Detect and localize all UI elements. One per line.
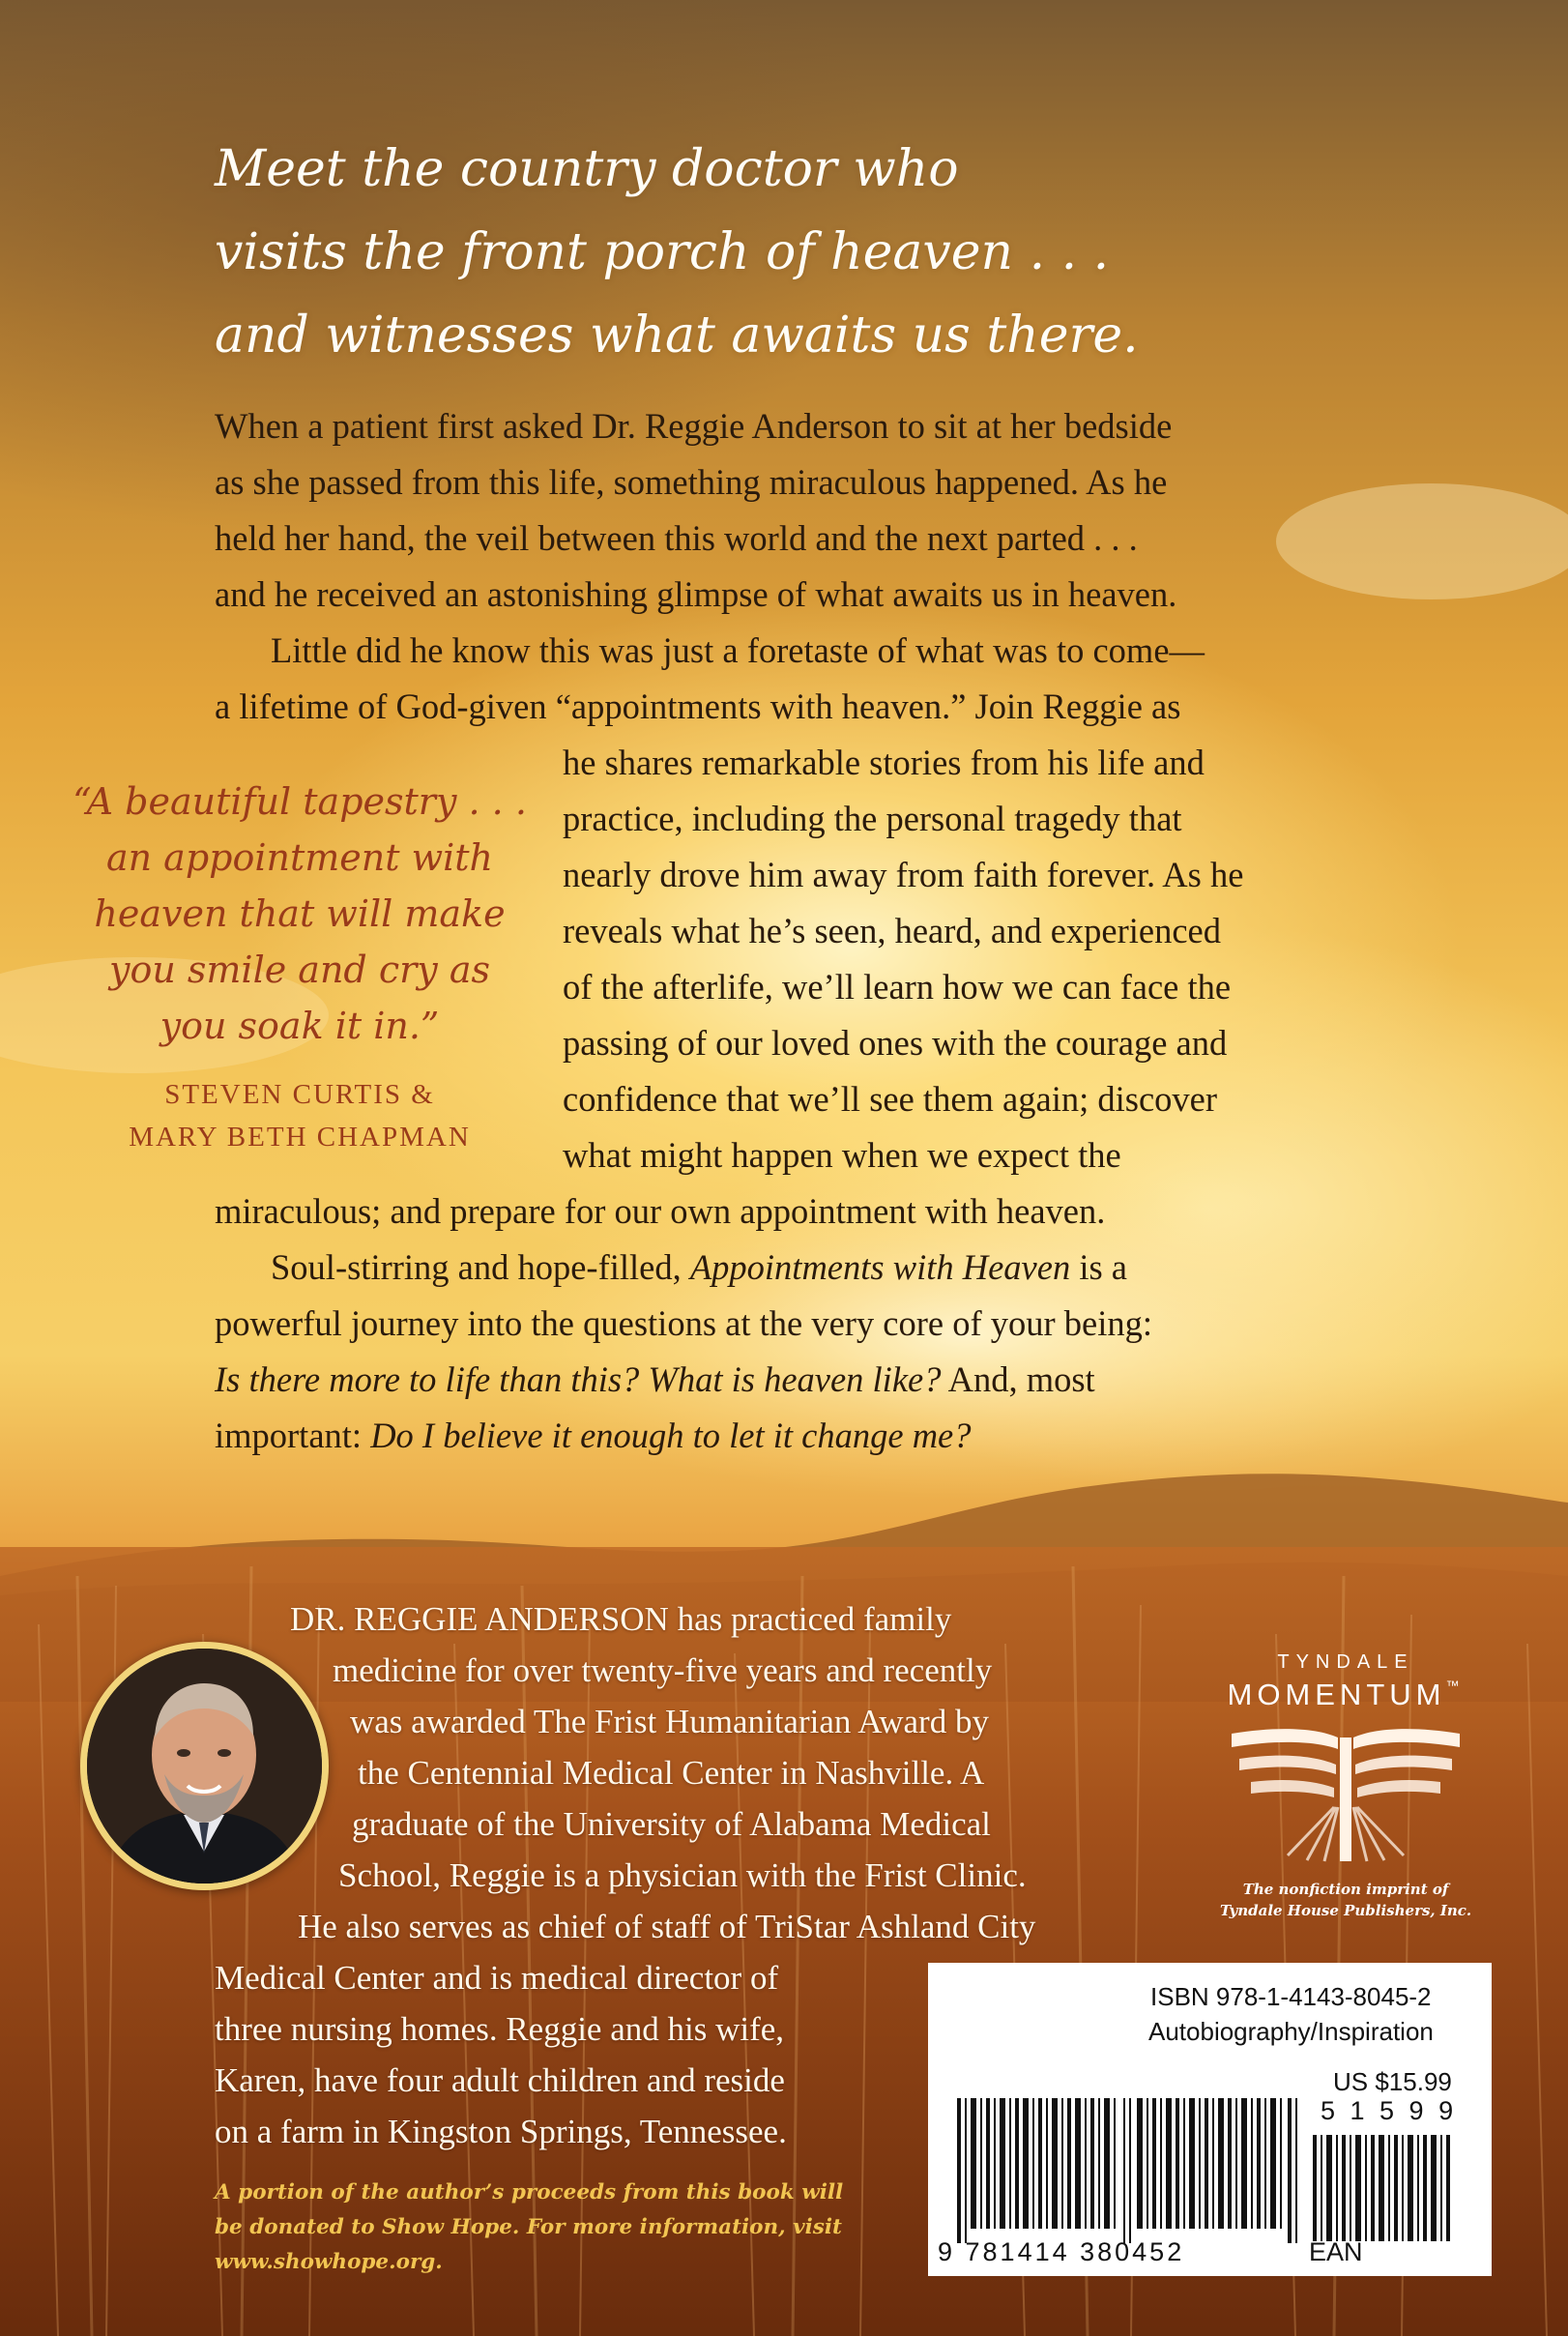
description-paragraph-3 <box>215 1183 1365 1464</box>
headline <box>215 128 1326 377</box>
attribution-line: MARY BETH CHAPMAN <box>129 1122 471 1153</box>
publisher-emblem-icon <box>1220 1720 1471 1865</box>
text-line: of the afterlife, we’ll learn how we can face the <box>563 967 1232 1007</box>
text-line: nearly drove him away from faith forever. As he <box>563 855 1244 894</box>
text-segment: And, most <box>941 1359 1095 1399</box>
quote-line: an appointment with <box>105 836 494 879</box>
quote-line: “A beautiful tapestry . . . <box>73 780 527 823</box>
headline-line: and witnesses what awaits us there. <box>215 307 1139 365</box>
publisher-logo <box>1220 1651 1471 1921</box>
text-line <box>215 1352 1365 1408</box>
bio-line: He also serves as chief of staff of TriStar Ashland City <box>298 1908 1036 1945</box>
pull-quote <box>58 774 541 1054</box>
bio-line: the Centennial Medical Center in Nashville. A <box>358 1754 985 1792</box>
publisher-name-line2 <box>1220 1678 1471 1712</box>
ean-label: EAN <box>1309 2237 1363 2266</box>
description-column <box>563 735 1384 1183</box>
note-line: be donated to Show Hope. For more information, visit <box>215 2215 842 2239</box>
addon-barcode <box>1313 2135 1458 2241</box>
text-line: When a patient first asked Dr. Reggie Anderson to sit at her bedside <box>215 406 1173 446</box>
text-line: passing of our loved ones with the courage and <box>563 1023 1228 1063</box>
description-paragraph-1 <box>215 398 1365 735</box>
publisher-imprint: MOMENTUM <box>1227 1678 1446 1711</box>
book-title: Appointments with Heaven <box>689 1247 1071 1287</box>
bio-line: Medical Center and is medical director of <box>215 1959 779 1997</box>
question-text: Do I believe it enough to let it change me? <box>370 1416 972 1455</box>
text-line: as she passed from this life, something miraculous happened. As he <box>215 462 1168 502</box>
text-line: Little did he know this was just a foretaste of what was to come— <box>271 630 1205 670</box>
text-line: miraculous; and prepare for our own appointment with heaven. <box>215 1191 1106 1231</box>
text-segment: is a <box>1070 1247 1127 1287</box>
publisher-tagline <box>1220 1879 1471 1921</box>
text-line: powerful journey into the questions at the very core of your being: <box>215 1303 1153 1343</box>
isbn-text: ISBN 978-1-4143-8045-2 <box>1150 1982 1432 2011</box>
category-text: Autobiography/Inspiration <box>1148 2017 1434 2046</box>
publisher-name-line1: TYNDALE <box>1277 1651 1414 1673</box>
text-line: confidence that we’ll see them again; discover <box>563 1079 1217 1119</box>
text-line: what might happen when we expect the <box>563 1135 1121 1175</box>
note-line: www.showhope.org. <box>215 2250 443 2274</box>
bio-line: medicine for over twenty-five years and recently <box>333 1651 993 1689</box>
text-segment: has practiced family <box>668 1600 952 1638</box>
text-segment: important: <box>215 1416 371 1455</box>
donation-note <box>215 2175 891 2280</box>
quote-line: you smile and cry as <box>109 949 490 991</box>
ean-digits: 9 781414 380452 <box>938 2237 1185 2266</box>
text-line <box>215 1408 1365 1464</box>
text-line <box>215 1240 1365 1296</box>
headline-line: visits the front porch of heaven . . . <box>215 223 1110 281</box>
text-line: a lifetime of God-given “appointments with heaven.” Join Reggie as <box>215 686 1181 726</box>
text-line: and he received an astonishing glimpse of what awaits us in heaven. <box>215 574 1177 614</box>
quote-line: heaven that will make <box>94 892 506 935</box>
trademark-symbol: ™ <box>1445 1678 1465 1693</box>
bio-line: on a farm in Kingston Springs, Tennessee. <box>215 2113 787 2150</box>
headline-line: Meet the country doctor who <box>215 140 959 198</box>
bio-line: three nursing homes. Reggie and his wife, <box>215 2010 785 2048</box>
text-line: held her hand, the veil between this world and the next parted . . . <box>215 518 1138 558</box>
quote-attribution <box>58 1073 541 1158</box>
price-code-text: 5 1 5 9 9 <box>1321 2096 1458 2125</box>
tagline-line: Tyndale House Publishers, Inc. <box>1220 1902 1472 1919</box>
price-text: US $15.99 <box>1333 2067 1452 2096</box>
barcode-box <box>928 1963 1492 2276</box>
question-text: Is there more to life than this? What is heaven like? <box>215 1359 942 1399</box>
bio-line: was awarded The Frist Humanitarian Award by <box>350 1703 989 1740</box>
text-line: reveals what he’s seen, heard, and experienced <box>563 911 1222 950</box>
tagline-line: The nonfiction imprint of <box>1242 1881 1449 1898</box>
text-line: he shares remarkable stories from his life and <box>563 743 1205 782</box>
bio-line: School, Reggie is a physician with the Frist Clinic. <box>338 1856 1027 1894</box>
quote-line: you soak it in.” <box>160 1005 440 1047</box>
bio-line: Karen, have four adult children and reside <box>215 2061 785 2099</box>
ean-barcode <box>957 2098 1305 2243</box>
bio-line <box>215 1593 1201 1645</box>
text-segment: Soul-stirring and hope-filled, <box>271 1247 690 1287</box>
bio-line: graduate of the University of Alabama Medical <box>352 1805 991 1843</box>
attribution-line: STEVEN CURTIS & <box>164 1079 435 1110</box>
author-name: DR. REGGIE ANDERSON <box>290 1600 669 1638</box>
note-line: A portion of the author’s proceeds from this book will <box>215 2180 844 2205</box>
text-line: practice, including the personal tragedy that <box>563 799 1182 838</box>
